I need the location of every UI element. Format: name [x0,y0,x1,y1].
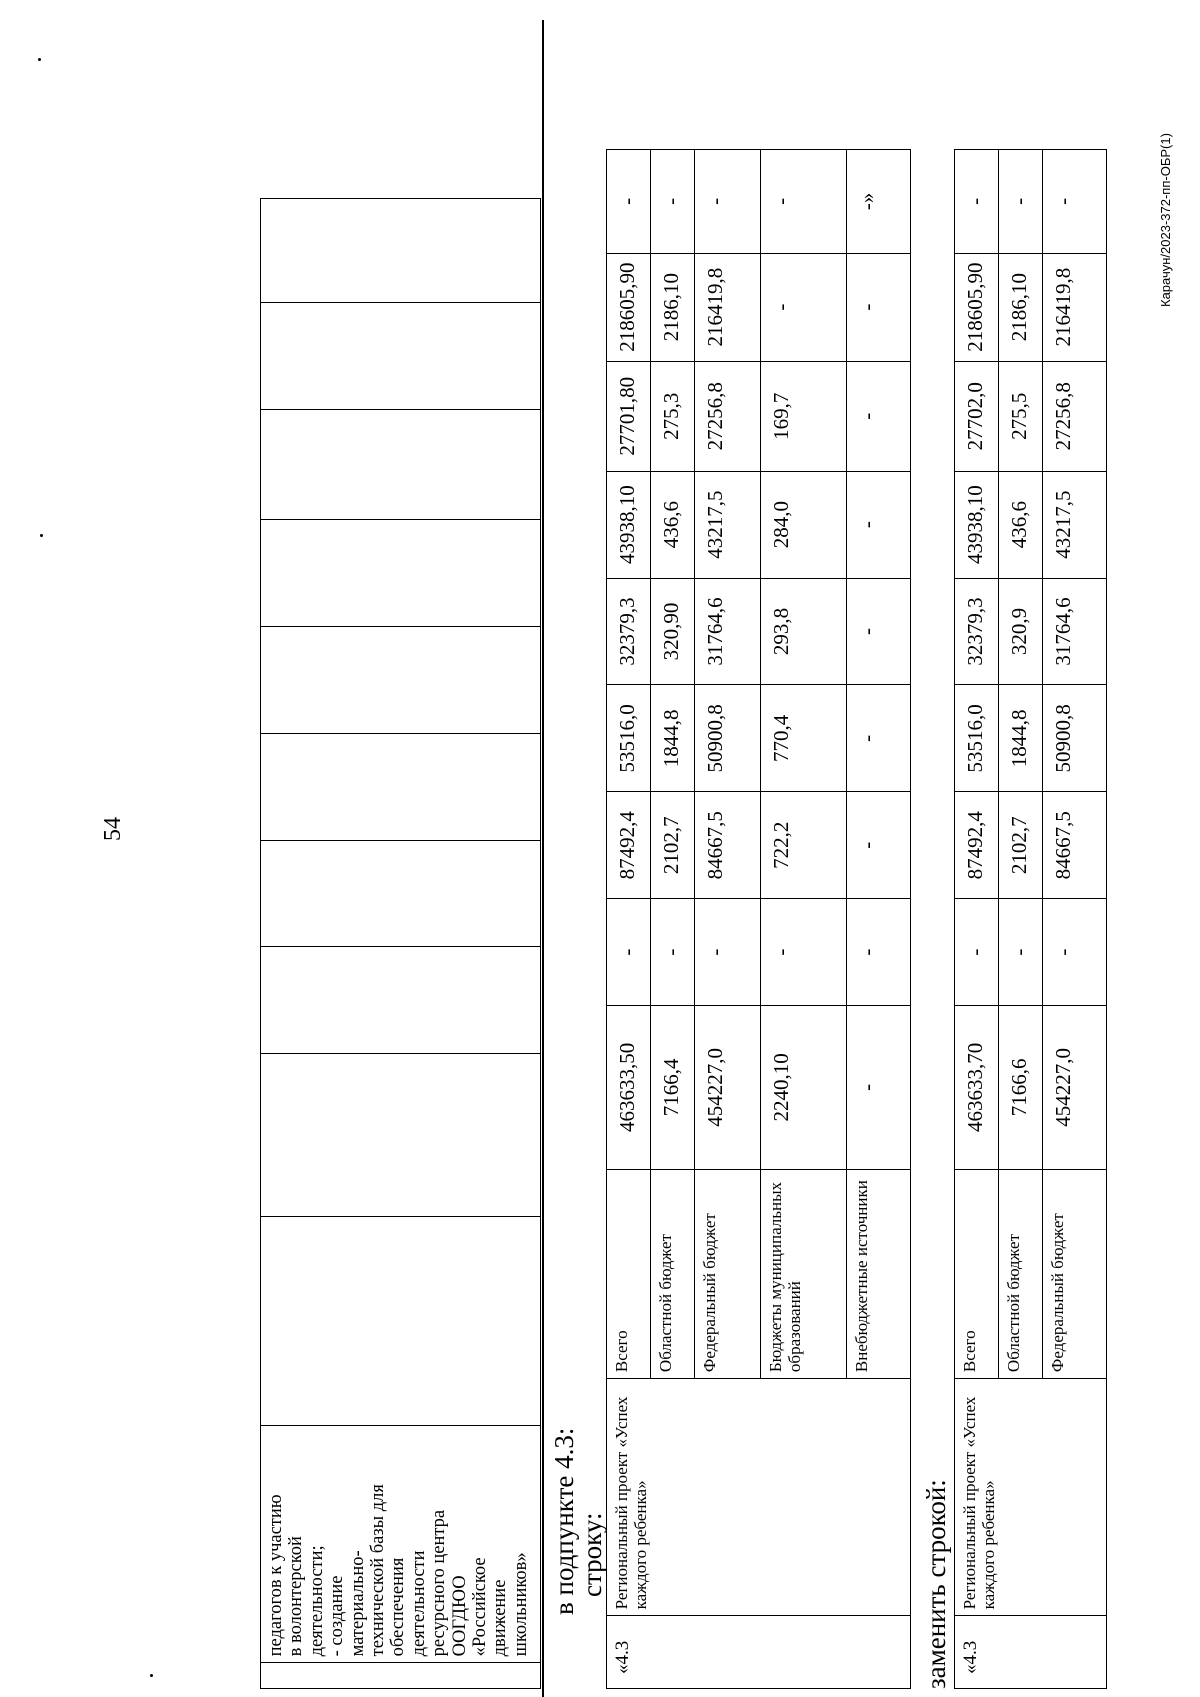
scan-speck [38,58,41,61]
amount-cell: - [847,361,911,471]
scan-speck [40,534,43,537]
amount-cell: 2102,7 [999,792,1043,899]
amount-cell: - [847,253,911,361]
amount-cell: 216419,8 [695,253,761,361]
prev-empty-cell [261,410,541,520]
previous-table [260,198,541,1689]
amount-cell: 2102,7 [651,792,695,899]
page-divider-line [542,20,544,1697]
amount-cell: 216419,8 [1043,253,1107,361]
amount-cell: 27256,8 [1043,361,1107,471]
amount-cell: 1844,8 [999,685,1043,792]
amount-cell: 27702,0 [955,361,999,471]
amount-cell: - [695,150,761,254]
amount-cell: - [607,899,651,1006]
amount-cell: - [651,150,695,254]
amount-cell: 7166,4 [651,1006,695,1170]
amount-cell: 87492,4 [955,792,999,899]
amount-cell: 2186,10 [999,253,1043,361]
amount-cell: 218605,90 [607,253,651,361]
prev-empty-cell [261,840,541,947]
amount-cell: 293,8 [761,578,847,685]
amount-cell: 27701,80 [607,361,651,471]
amount-cell: 31764,6 [695,578,761,685]
funding-source-cell: Бюджеты муниципальных образований [761,1169,847,1378]
page-number: 54 [100,817,126,841]
heading-in-subitem: в подпункте 4.3: [549,1427,579,1615]
amount-cell: 43217,5 [1043,471,1107,578]
amount-cell: 275,3 [651,361,695,471]
amount-cell: 32379,3 [607,578,651,685]
table-row [607,150,651,1689]
amount-cell: - [761,150,847,254]
amount-cell: 32379,3 [955,578,999,685]
funding-source-cell: Областной бюджет [651,1169,695,1378]
amount-cell: 436,6 [651,471,695,578]
amount-cell: 436,6 [999,471,1043,578]
table-row [955,150,999,1689]
amount-cell: 169,7 [761,361,847,471]
amount-cell: 275,5 [999,361,1043,471]
prev-empty-cell [261,627,541,734]
amount-cell: - [955,899,999,1006]
amount-cell: -» [847,150,911,254]
amount-cell: 43938,10 [955,471,999,578]
funding-source-cell: Внебюджетные источники [847,1169,911,1378]
amount-cell: 31764,6 [1043,578,1107,685]
prev-activity-text: педагогов к участию в волонтерской деятельности; - создание материально- технической базы для обеспечения деятельности ресурсного центра ООГДЮО «Российское движение школьников» [266,1484,531,1657]
amount-cell: 284,0 [761,471,847,578]
heading-replace: заменить строкой: [921,1479,951,1689]
row-index-cell: «4.3 [607,1616,911,1689]
amount-cell: - [761,253,847,361]
project-name-cell: Региональный проект «Успех каждого ребенка» [607,1379,911,1616]
amount-cell: 2240,10 [761,1006,847,1170]
amount-cell: 50900,8 [1043,685,1107,792]
amount-cell: - [847,578,911,685]
amount-cell: - [761,899,847,1006]
prev-empty-cell [261,199,541,303]
funding-source-cell: Всего [607,1169,651,1378]
amount-cell: 1844,8 [651,685,695,792]
footer-document-code: Карачун/2023-372-пп-ОБР(1) [1158,133,1173,307]
amount-cell: - [607,150,651,254]
amount-cell: 722,2 [761,792,847,899]
amount-cell: 87492,4 [607,792,651,899]
scan-speck [150,1674,153,1677]
row-index-cell: «4.3 [955,1616,1107,1689]
heading-row: строку: [577,1512,607,1597]
amount-cell: 43217,5 [695,471,761,578]
amount-cell: - [847,792,911,899]
prev-empty-cell [261,302,541,410]
amount-cell: 770,4 [761,685,847,792]
amount-cell: - [847,1006,911,1170]
funding-source-cell: Всего [955,1169,999,1378]
amount-cell: - [1043,899,1107,1006]
project-name-cell: Региональный проект «Успех каждого ребенка» [955,1379,1107,1616]
amount-cell: 320,9 [999,578,1043,685]
amount-cell: - [999,899,1043,1006]
prev-activity-cell [261,1426,541,1663]
funding-source-cell: Областной бюджет [999,1169,1043,1378]
prev-empty-cell [261,520,541,627]
amount-cell: 463633,70 [955,1006,999,1170]
amount-cell: 84667,5 [695,792,761,899]
prev-empty-cell [261,1053,541,1216]
amount-cell: 2186,10 [651,253,695,361]
amount-cell: 53516,0 [607,685,651,792]
amount-cell: 454227,0 [695,1006,761,1170]
amount-cell: - [999,150,1043,254]
amount-cell: 7166,6 [999,1006,1043,1170]
amount-cell: - [695,899,761,1006]
old-row-table [606,149,911,1689]
amount-cell: 218605,90 [955,253,999,361]
amount-cell: - [847,685,911,792]
amount-cell: - [847,471,911,578]
prev-empty-cell [261,947,541,1054]
amount-cell: 320,90 [651,578,695,685]
amount-cell: - [847,899,911,1006]
amount-cell: 43938,10 [607,471,651,578]
amount-cell: 454227,0 [1043,1006,1107,1170]
amount-cell: - [955,150,999,254]
funding-source-cell: Федеральный бюджет [695,1169,761,1378]
amount-cell: 84667,5 [1043,792,1107,899]
amount-cell: 50900,8 [695,685,761,792]
prev-empty-cell [261,1663,541,1689]
amount-cell: - [1043,150,1107,254]
prev-empty-cell [261,733,541,840]
prev-empty-cell [261,1217,541,1426]
amount-cell: 27256,8 [695,361,761,471]
amount-cell: 53516,0 [955,685,999,792]
new-row-table [954,149,1107,1689]
amount-cell: - [651,899,695,1006]
amount-cell: 463633,50 [607,1006,651,1170]
funding-source-cell: Федеральный бюджет [1043,1169,1107,1378]
